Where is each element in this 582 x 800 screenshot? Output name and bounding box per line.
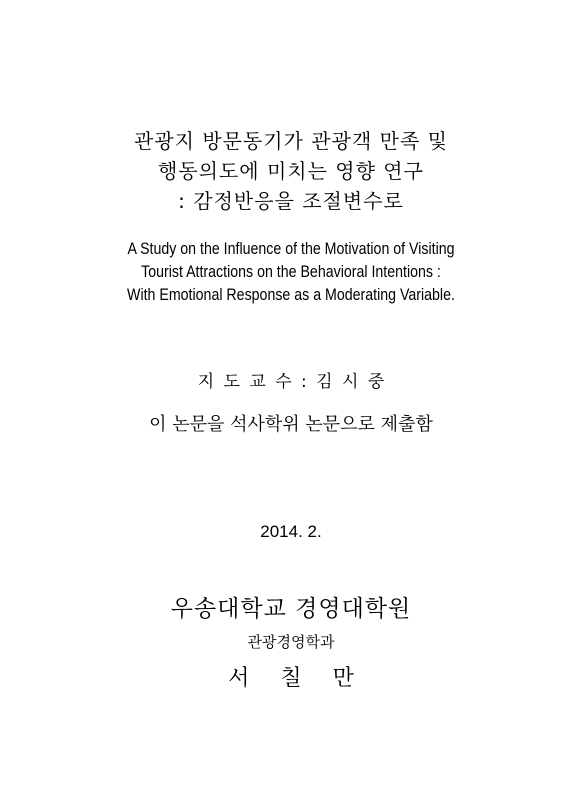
advisor-line: 지 도 교 수 : 김 시 중: [197, 372, 385, 392]
korean-title-line-3: : 감정반응을 조절변수로: [178, 189, 404, 213]
department-name: 관광경영학과: [247, 633, 335, 651]
english-title-line-1: A Study on the Influence of the Motivation of Visiting: [127, 240, 455, 258]
school-name: 우송대학교 경영대학원: [170, 596, 412, 622]
korean-title-line-1: 관광지 방문동기가 관광객 만족 및: [134, 129, 448, 153]
submission-date: 2014. 2.: [260, 522, 322, 541]
author-name: 서 칠 만: [228, 666, 366, 691]
english-title-line-3: With Emotional Response as a Moderating Variable.: [127, 286, 455, 304]
english-title-line-2: Tourist Attractions on the Behavioral Intentions :: [141, 263, 441, 281]
korean-title-line-2: 행동의도에 미치는 영향 연구: [158, 159, 424, 183]
submission-statement: 이 논문을 석사학위 논문으로 제출함: [149, 414, 433, 435]
